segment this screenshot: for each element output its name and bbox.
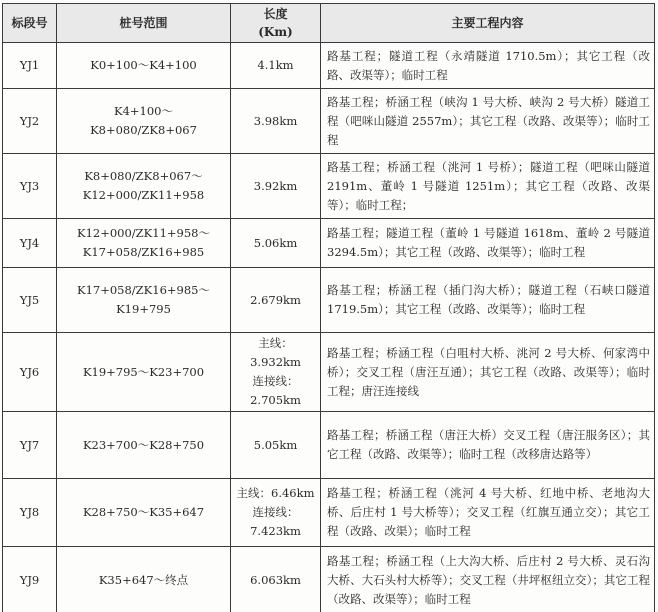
station-range: K4+100～ K8+080/ZK8+067: [57, 89, 231, 154]
section-id: YJ8: [3, 479, 57, 547]
table-row: [3, 479, 655, 547]
table-row: [3, 268, 655, 333]
table-row: [3, 43, 655, 89]
section-length: 3.92km: [231, 154, 321, 219]
station-range: K17+058/ZK16+985～ K19+795: [57, 268, 231, 333]
length-connector: 7.423km: [250, 524, 301, 538]
length-connector-label: 连接线：: [252, 505, 299, 519]
section-length: 2.679km: [231, 268, 321, 333]
table-row: [3, 412, 655, 479]
section-id: YJ3: [3, 154, 57, 219]
section-id: YJ4: [3, 219, 57, 268]
table-row: [3, 219, 655, 268]
main-works: 路基工程；桥涵工程（峡沟 1 号大桥、峡沟 2 号大桥）隧道工程（吧咪山隧道 2557m）；其它工程（改路、改渠等）；临时工程: [321, 89, 655, 154]
header-section: 标段号: [3, 4, 57, 43]
header-row: [3, 4, 655, 43]
header-range: 桩号范围: [57, 4, 231, 43]
section-id: YJ2: [3, 89, 57, 154]
section-length: 3.98km: [231, 89, 321, 154]
station-range: K23+700～K28+750: [57, 412, 231, 479]
section-id: YJ7: [3, 412, 57, 479]
main-works: 路基工程；桥涵工程（插门沟大桥）；隧道工程（石峡口隧道 1719.5m）；其它工程（改路、改渠等）；临时工程: [321, 268, 655, 333]
section-id: YJ5: [3, 268, 57, 333]
main-works: 路基工程；桥涵工程（上大沟大桥、后庄村 2 号大桥、灵石沟大桥、大石头村大桥等）；交叉工程（井坪枢纽立交）；其它工程（改路、改渠等）；临时工程: [321, 547, 655, 612]
section-length: 5.06km: [231, 219, 321, 268]
table-row: [3, 89, 655, 154]
section-id: YJ1: [3, 43, 57, 89]
station-range: K19+795～K23+700: [57, 333, 231, 412]
section-length: 5.05km: [231, 412, 321, 479]
section-length: 6.063km: [231, 547, 321, 612]
main-works: 路基工程；隧道工程（董岭 1 号隧道 1618m、董岭 2 号隧道 3294.5m）；其它工程（改路、改渠等）；临时工程: [321, 219, 655, 268]
table-row: [3, 154, 655, 219]
main-works: 路基工程；桥涵工程（白咀村大桥、洮河 2 号大桥、何家湾中桥）；交叉工程（唐汪互通）；其它工程（改路、改渠等）；临时工程；唐汪连接线: [321, 333, 655, 412]
main-works: 路基工程；桥涵工程（唐汪大桥）交叉工程（唐汪服务区）；其它工程（改路、改渠等）；临时工程（改移唐达路等）: [321, 412, 655, 479]
header-works: 主要工程内容: [321, 4, 655, 43]
section-id: YJ9: [3, 547, 57, 612]
main-works: 路基工程；隧道工程（永靖隧道 1710.5m）；其它工程（改路、改渠等）；临时工程: [321, 43, 655, 89]
station-range: K35+647～终点: [57, 547, 231, 612]
station-range: K0+100～K4+100: [57, 43, 231, 89]
section-id: YJ6: [3, 333, 57, 412]
main-works: 路基工程；桥涵工程（洮河 1 号桥）；隧道工程（吧咪山隧道 2191m、董岭 1 号隧道 1251m）；其它工程（改路、改渠等）；临时工程；: [321, 154, 655, 219]
table-row: [3, 333, 655, 412]
section-table: [2, 3, 655, 612]
header-length-line2: (Km): [258, 25, 293, 39]
section-length: [231, 333, 321, 412]
main-works: 路基工程；桥涵工程（洮河 4 号大桥、红地中桥、老地沟大桥、后庄村 1 号大桥等）；交叉工程（红旗互通立交）；其它工程（改路、改渠）；临时工程: [321, 479, 655, 547]
section-length: [231, 479, 321, 547]
station-range: K8+080/ZK8+067～ K12+000/ZK11+958: [57, 154, 231, 219]
length-connector-label: 连接线：: [252, 374, 299, 388]
section-length: 4.1km: [231, 43, 321, 89]
station-range: K12+000/ZK11+958～ K17+058/ZK16+985: [57, 219, 231, 268]
station-range: K28+750～K35+647: [57, 479, 231, 547]
table-row: [3, 547, 655, 612]
header-length: [231, 4, 321, 43]
length-mainline: 主线：6.46km: [236, 486, 315, 500]
length-mainline: 主线：3.932km: [250, 336, 301, 369]
length-connector: 2.705km: [250, 393, 301, 407]
header-length-line1: 长度: [263, 7, 288, 21]
